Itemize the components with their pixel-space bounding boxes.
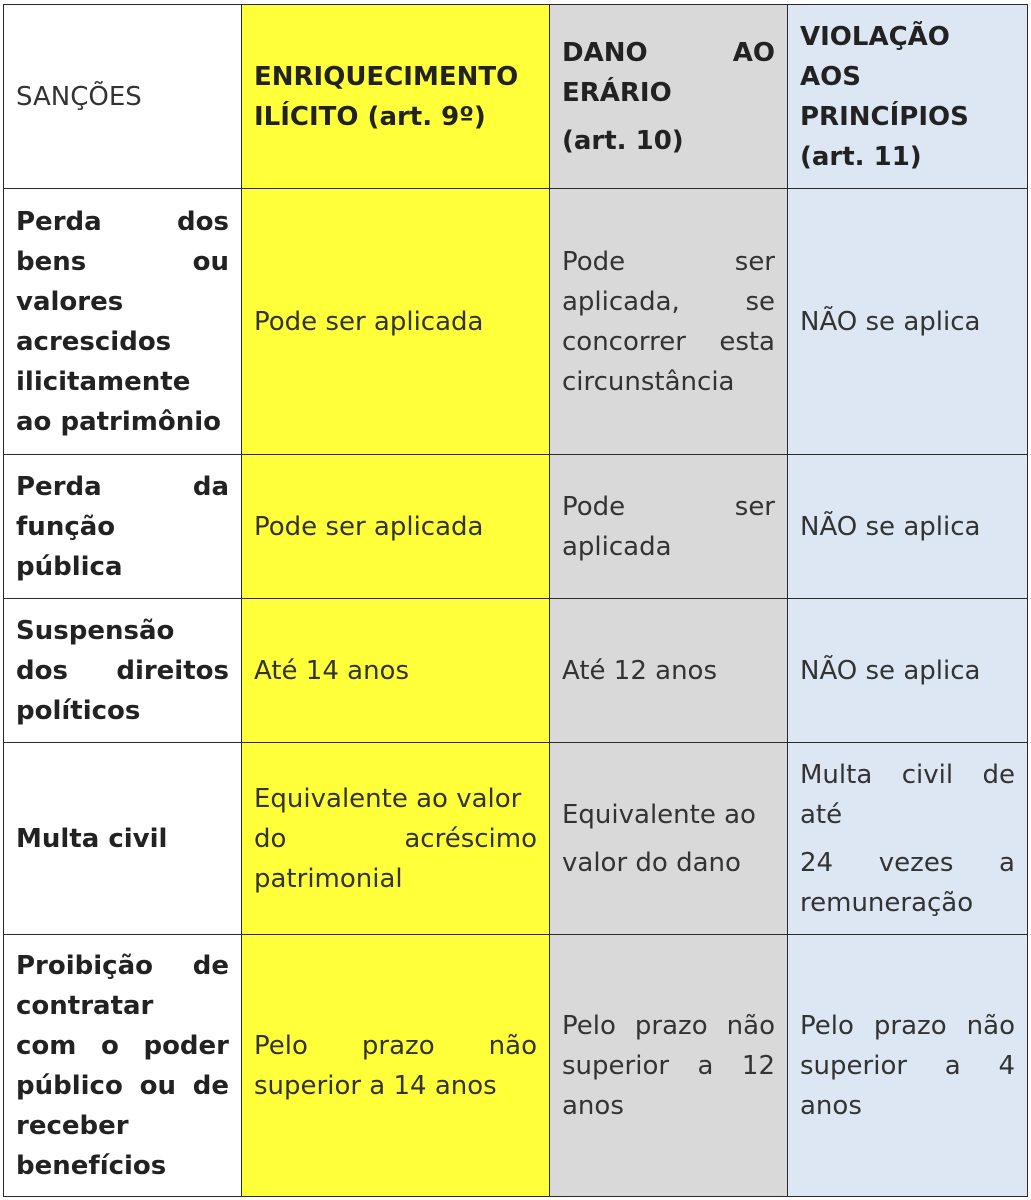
sanctions-table <box>3 4 1028 1197</box>
row-label-line: dos direitos <box>16 655 229 686</box>
cell-dano-erario <box>550 189 788 455</box>
header-sancoes-text: SANÇÕES <box>16 81 142 112</box>
row-label-line: acrescidos <box>16 326 172 357</box>
cell-text: Pode ser aplicada <box>254 306 484 337</box>
cell-enriquecimento <box>242 743 550 935</box>
cell-violacao <box>788 935 1028 1197</box>
row-label-line: pública <box>16 551 123 582</box>
cell-line: remuneração <box>800 887 974 918</box>
table-row <box>4 599 1028 743</box>
cell-text: NÃO se aplica <box>800 306 981 337</box>
cell-dano-erario <box>550 935 788 1197</box>
cell-text: NÃO se aplica <box>800 655 981 686</box>
cell-text: Pode ser aplicada <box>254 511 484 542</box>
row-label-line: Perda da <box>16 471 229 502</box>
cell-enriquecimento <box>242 599 550 743</box>
cell-line: aplicada, se <box>562 286 775 317</box>
row-label-perda-funcao <box>4 455 242 599</box>
header-col3-line4: (art. 11) <box>800 141 922 172</box>
row-label-perda-bens <box>4 189 242 455</box>
row-label-line: função <box>16 511 116 542</box>
cell-dano-erario <box>550 455 788 599</box>
header-dano-erario <box>550 5 788 189</box>
header-col2-line3: (art. 10) <box>562 125 684 156</box>
header-col3-line1: VIOLAÇÃO <box>800 21 950 52</box>
cell-line: do acréscimo <box>254 823 537 854</box>
cell-line: Pode ser <box>562 246 775 277</box>
cell-line: superior a 14 anos <box>254 1070 497 1101</box>
cell-text: Até 14 anos <box>254 655 409 686</box>
cell-line: superior a 4 <box>800 1050 1015 1081</box>
row-label-suspensao <box>4 599 242 743</box>
header-col3-line3: PRINCÍPIOS <box>800 101 969 132</box>
header-col2-line1: DANO AO <box>562 37 775 68</box>
row-label-line: contratar <box>16 990 154 1021</box>
header-violacao-principios <box>788 5 1028 189</box>
cell-line: concorrer esta <box>562 326 775 357</box>
row-label-line: Suspensão <box>16 615 175 646</box>
header-enriquecimento <box>242 5 550 189</box>
cell-violacao <box>788 743 1028 935</box>
header-col1-line1: ENRIQUECIMENTO <box>254 61 519 92</box>
header-col3-line2: AOS <box>800 61 861 92</box>
cell-line: Pelo prazo não <box>254 1030 537 1061</box>
row-label-line: ilicitamente <box>16 366 191 397</box>
cell-line: anos <box>800 1090 862 1121</box>
row-label-multa <box>4 743 242 935</box>
cell-violacao <box>788 189 1028 455</box>
cell-violacao <box>788 599 1028 743</box>
row-label-line: receber <box>16 1110 129 1141</box>
table-row <box>4 743 1028 935</box>
cell-enriquecimento <box>242 935 550 1197</box>
header-col2-line2: ERÁRIO <box>562 77 672 108</box>
row-label-line: Perda dos <box>16 206 229 237</box>
cell-line: Equivalente ao valor <box>254 783 522 814</box>
row-label-line: bens ou <box>16 246 229 277</box>
cell-dano-erario <box>550 743 788 935</box>
row-label-line: ao patrimônio <box>16 406 222 437</box>
table-row <box>4 935 1028 1197</box>
cell-line: até <box>800 799 843 830</box>
cell-violacao <box>788 455 1028 599</box>
cell-line: anos <box>562 1090 624 1121</box>
cell-line: superior a 12 <box>562 1050 775 1081</box>
cell-line: Pode ser <box>562 491 775 522</box>
row-label-line: valores <box>16 286 124 317</box>
cell-line: circunstância <box>562 366 735 397</box>
cell-line: Pelo prazo não <box>800 1010 1015 1041</box>
row-label-line: benefícios <box>16 1150 167 1181</box>
cell-line: Pelo prazo não <box>562 1010 775 1041</box>
cell-text: Até 12 anos <box>562 655 717 686</box>
row-label-proibicao <box>4 935 242 1197</box>
row-label-line: Proibição de <box>16 950 229 981</box>
row-label-line: público ou de <box>16 1070 229 1101</box>
cell-line: 24 vezes a <box>800 847 1015 878</box>
cell-line: Equivalente ao <box>562 799 756 830</box>
header-sancoes <box>4 5 242 189</box>
cell-line: Multa civil de <box>800 759 1015 790</box>
row-label-text: Multa civil <box>16 823 168 854</box>
cell-text: NÃO se aplica <box>800 511 981 542</box>
table-row <box>4 455 1028 599</box>
cell-line: patrimonial <box>254 863 403 894</box>
cell-enriquecimento <box>242 189 550 455</box>
row-label-line: políticos <box>16 695 141 726</box>
header-col1-line2: ILÍCITO (art. 9º) <box>254 101 486 132</box>
header-row <box>4 5 1028 189</box>
cell-line: aplicada <box>562 531 672 562</box>
cell-dano-erario <box>550 599 788 743</box>
row-label-line: com o poder <box>16 1030 229 1061</box>
cell-enriquecimento <box>242 455 550 599</box>
cell-line: valor do dano <box>562 847 741 878</box>
table-row <box>4 189 1028 455</box>
